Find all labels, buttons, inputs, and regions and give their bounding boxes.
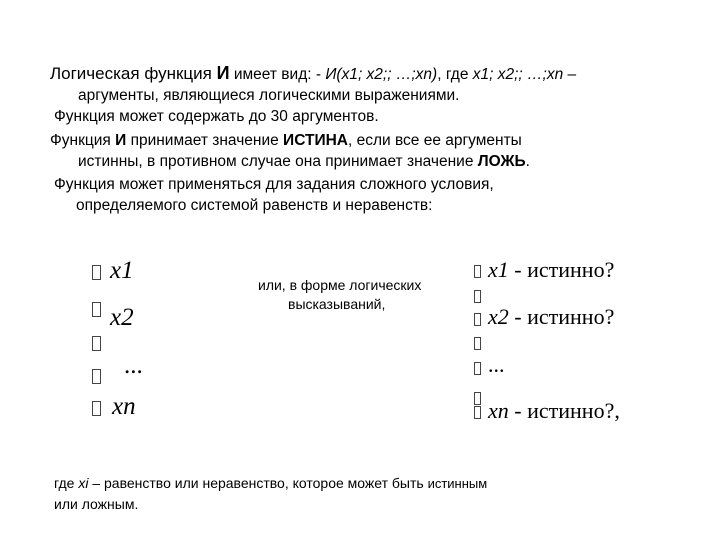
- right-x1: x1: [488, 257, 509, 282]
- footer-xi: xi: [78, 475, 89, 491]
- brace-glyph-4: [92, 369, 101, 384]
- text-formula: И(x1; x2;; …;xn): [325, 66, 438, 83]
- text-otherwise: [50, 151, 530, 172]
- text-period: .: [525, 153, 530, 170]
- paragraph-true-condition: [50, 130, 530, 172]
- text-otherwise-value: истинны, в противном случае она принимает значение: [78, 153, 478, 170]
- right-x2: x2: [488, 304, 509, 329]
- text-false-value: ЛОЖЬ: [477, 153, 526, 170]
- text-function-name-2: И: [115, 132, 127, 149]
- brace-glyph-2: [92, 302, 101, 317]
- footer-note: [54, 473, 487, 515]
- text-function-name: И: [216, 63, 230, 83]
- right-text-2: - истинно?: [508, 304, 615, 329]
- right-brace-glyph-6: [474, 392, 481, 405]
- text-dash: –: [563, 66, 577, 83]
- right-text-1: - истинно?: [508, 257, 615, 282]
- left-x1: x1: [110, 257, 134, 284]
- right-text-4: - истинно?,: [508, 398, 620, 423]
- right-brace-glyph-4: [474, 337, 481, 350]
- text-if-all: , если все ее аргументы: [348, 132, 522, 149]
- text-arguments-desc: аргументы, являющиеся логическими выражениями.: [78, 87, 460, 104]
- text-complex-condition: Функция может применяться для задания сложного условия,: [54, 176, 494, 193]
- text-function: Функция: [50, 132, 116, 149]
- left-ellipsis: ...: [124, 352, 143, 379]
- text-takes-value: принимает значение: [126, 132, 284, 149]
- brace-glyph-1: [92, 265, 101, 280]
- text-arguments: x1; x2;; …;xn: [472, 66, 564, 83]
- right-brace-glyph-1: [474, 265, 481, 278]
- paragraph-complex-condition: [54, 174, 494, 216]
- right-row-2: [488, 304, 614, 330]
- footer-line2: или ложным.: [54, 496, 139, 512]
- left-x2: x2: [110, 304, 134, 331]
- text-intro: Логическая функция: [50, 64, 217, 83]
- right-ellipsis: ...: [488, 352, 505, 377]
- text-where: , где: [437, 66, 473, 83]
- right-row-4: [488, 398, 620, 424]
- right-brace-glyph-2: [474, 290, 481, 303]
- brace-glyph-3: [92, 336, 101, 351]
- footer-true: истинным: [427, 476, 488, 491]
- middle-caption: [258, 276, 421, 314]
- right-row-3: [488, 352, 505, 378]
- footer-where: где: [54, 475, 79, 491]
- text-argument-limit: Функция может содержать до 30 аргументов.: [54, 108, 379, 125]
- middle-line2: высказываний,: [288, 296, 386, 312]
- right-brace-glyph-3: [474, 313, 481, 326]
- text-system-desc: определяемого системой равенств и неравенств:: [76, 197, 433, 214]
- paragraph-function-definition: [50, 63, 576, 106]
- left-xn: xn: [112, 393, 136, 420]
- paragraph-argument-limit: [54, 106, 379, 127]
- right-brace-glyph-7: [474, 406, 481, 419]
- footer-line1: [54, 473, 487, 494]
- middle-line1: или, в форме логических: [258, 277, 422, 293]
- footer-desc: – равенство или неравенство, которое может быть: [88, 475, 428, 491]
- text-has-form: имеет вид: -: [229, 66, 326, 83]
- brace-glyph-5: [92, 401, 101, 416]
- right-xn: xn: [488, 398, 509, 423]
- text-true-value: ИСТИНА: [283, 132, 348, 149]
- right-brace-glyph-5: [474, 362, 481, 375]
- right-row-1: [488, 257, 614, 283]
